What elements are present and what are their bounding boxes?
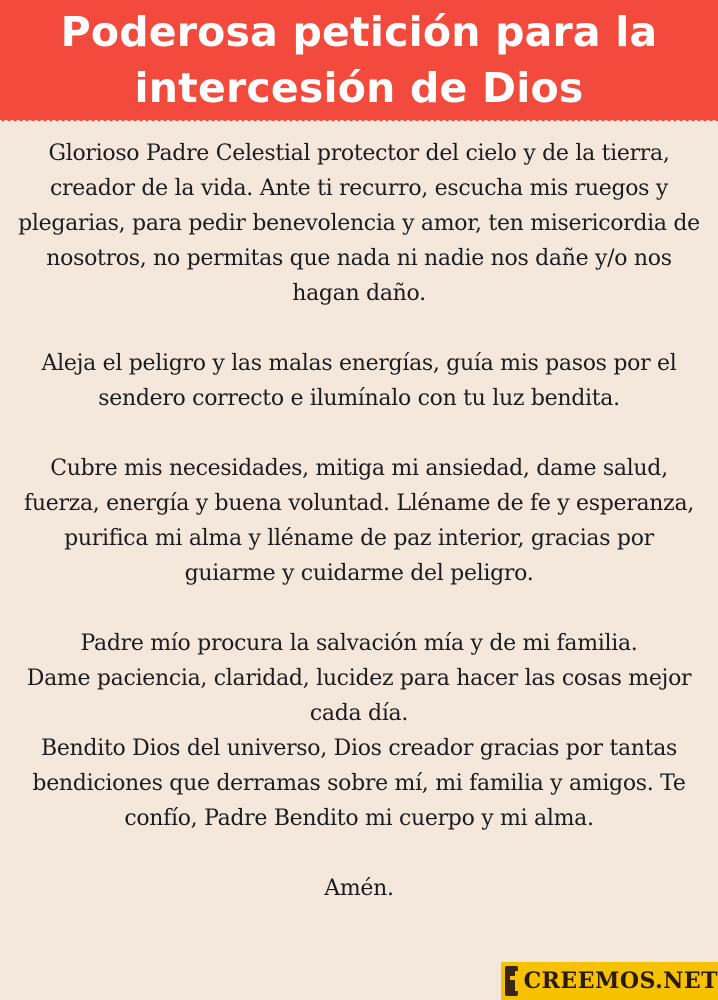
prayer-paragraph-2: Aleja el peligro y las malas energías, guía mis pasos por el sendero correcto e ilumínalo con tu luz bendita.: [41, 351, 677, 411]
brand-label: CREEMOS.NET: [523, 968, 718, 994]
prayer-paragraph-4c: Bendito Dios del universo, Dios creador gracias por tantas bendiciones que derramas sobre mí, mi familia y amigos. Te confío, Padre Bendito mi cuerpo y mi alma.: [32, 736, 686, 831]
title-banner: [0, 0, 718, 120]
prayer-paragraph-1: Glorioso Padre Celestial protector del cielo y de la tierra, creador de la vida. Ante ti recurro, escucha mis ruegos y plegarias, para pedir benevolencia y amor, ten misericordia de nosotros, no permitas que nada ni nadie nos dañe y/o nos hagan daño.: [18, 141, 700, 306]
prayer-paragraph-3: Cubre mis necesidades, mitiga mi ansiedad, dame salud, fuerza, energía y buena voluntad. Lléname de fe y esperanza, purifica mi alma y lléname de paz interior, gracias por guiarme y cuidarme del peligro.: [24, 456, 694, 586]
page-title: Poderosa petición para la intercesión de Dios: [60, 8, 658, 112]
brand-watermark: [501, 962, 718, 1000]
prayer-closing: Amén.: [324, 876, 394, 901]
prayer-text: [18, 136, 700, 906]
bible-cross-icon: [505, 966, 518, 996]
prayer-paragraph-4b: Dame paciencia, claridad, lucidez para hacer las cosas mejor cada día.: [26, 666, 692, 726]
prayer-paragraph-4a: Padre mío procura la salvación mía y de mi familia.: [80, 631, 638, 656]
